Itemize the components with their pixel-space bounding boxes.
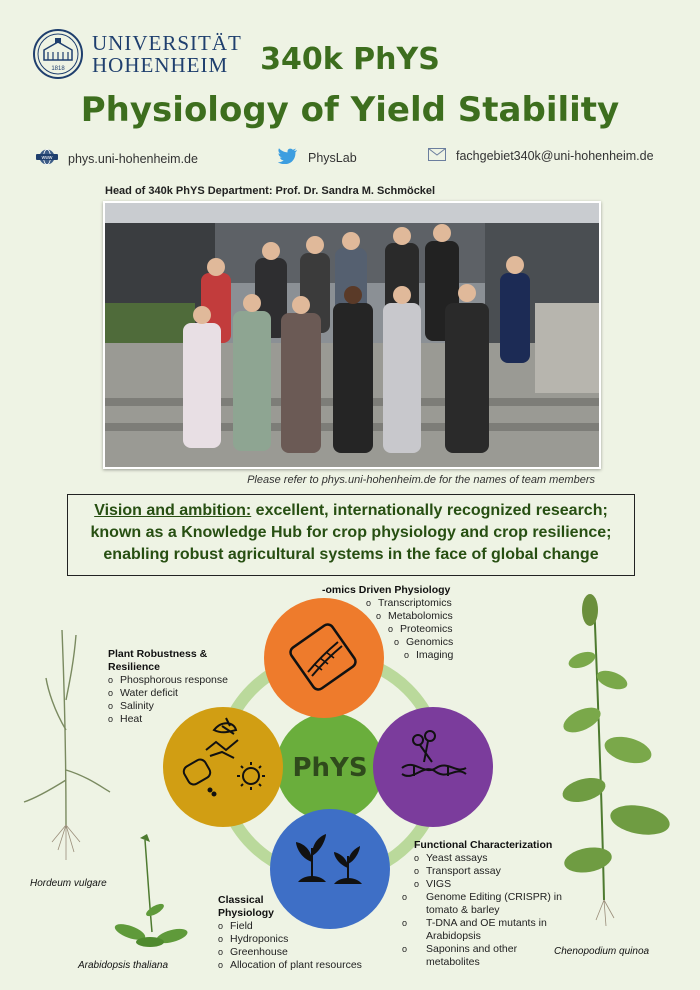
omics-list [376, 610, 453, 623]
functional-title: Functional Characterization [414, 839, 553, 851]
robustness-title-line1: Plant Robustness & [108, 648, 208, 660]
list-item: o Water deficit [108, 687, 228, 700]
list-item: o Salinity [108, 700, 228, 713]
svg-text:1818: 1818 [51, 66, 65, 72]
vision-line2: known as a Knowledge Hub for crop physiology and crop resilience; [90, 524, 612, 541]
photo-caption: Please refer to phys.uni-hohenheim.de for the names of team members [247, 474, 595, 486]
list-item: o Genome Editing (CRISPR) in tomato & barley [414, 891, 564, 917]
omics-title: -omics Driven Physiology [322, 584, 451, 596]
list-item: o VIGS [414, 878, 564, 891]
list-item: o Field [218, 920, 362, 933]
list-item: o T-DNA and OE mutants in Arabidopsis [414, 917, 564, 943]
vision-line1 [68, 500, 634, 522]
website-contact[interactable] [36, 148, 198, 169]
www-icon [36, 148, 58, 169]
list-item: o Transcriptomics [366, 597, 453, 610]
university-name-line1: UNIVERSITÄT [92, 31, 242, 55]
list-item: o Imaging [404, 649, 453, 662]
twitter-contact[interactable] [278, 148, 357, 167]
functional-list [414, 852, 564, 969]
list-item: o Metabolomics [376, 610, 453, 623]
department-subtitle: Physiology of Yield Stability [80, 90, 620, 130]
robustness-title-line2: Resilience [108, 661, 160, 673]
classical-title-line2: Physiology [218, 907, 275, 919]
list-item: o Hydroponics [218, 933, 362, 946]
list-item: o Allocation of plant resources [218, 959, 362, 972]
university-name-line2: HOHENHEIM [92, 53, 229, 77]
list-item: o Phosphorous response [108, 674, 228, 687]
vision-line3: enabling robust agricultural systems in the face of global change [103, 546, 599, 563]
vision-label: Vision and ambition: [94, 502, 252, 519]
classical-section [218, 894, 362, 972]
omics-list [366, 597, 453, 610]
omics-list [388, 623, 453, 636]
list-item: o Heat [108, 713, 228, 726]
vision-line1-text: excellent, internationally recognized research; [251, 502, 608, 519]
list-item: o Saponins and other metabolites [414, 943, 564, 969]
omics-list [404, 649, 453, 662]
email-address[interactable]: fachgebiet340k@uni-hohenheim.de [456, 149, 654, 163]
classical-list [218, 920, 362, 972]
list-item: o Transport assay [414, 865, 564, 878]
hordeum-label: Hordeum vulgare [30, 878, 107, 889]
envelope-icon [428, 148, 446, 164]
website-link[interactable]: phys.uni-hohenheim.de [68, 151, 198, 166]
functional-circle [373, 707, 493, 827]
email-contact[interactable] [428, 148, 654, 164]
center-label: PhYS [292, 753, 368, 783]
department-title: 340k PhYS [260, 42, 440, 77]
svg-text:www: www [41, 155, 53, 161]
twitter-handle[interactable]: PhysLab [308, 150, 357, 165]
team-photo [103, 201, 601, 469]
arabidopsis-label: Arabidopsis thaliana [78, 960, 169, 971]
robustness-section [108, 648, 228, 726]
list-item: o Greenhouse [218, 946, 362, 959]
omics-section [322, 584, 453, 662]
hordeum-plant-illustration [24, 630, 110, 860]
list-item: o Yeast assays [414, 852, 564, 865]
list-item: o Proteomics [388, 623, 453, 636]
classical-title-line1: Classical [218, 894, 264, 906]
omics-list [394, 636, 453, 649]
department-head-label: Head of 340k PhYS Department: Prof. Dr. Sandra M. Schmöckel [105, 185, 436, 197]
chenopodium-plant-illustration [560, 594, 672, 926]
arabidopsis-plant-illustration [113, 834, 189, 947]
robustness-list [108, 674, 228, 726]
vision-box [67, 494, 635, 576]
functional-section [414, 839, 564, 969]
chenopodium-label: Chenopodium quinoa [554, 946, 650, 957]
list-item: o Genomics [394, 636, 453, 649]
twitter-bird-icon [278, 148, 298, 167]
